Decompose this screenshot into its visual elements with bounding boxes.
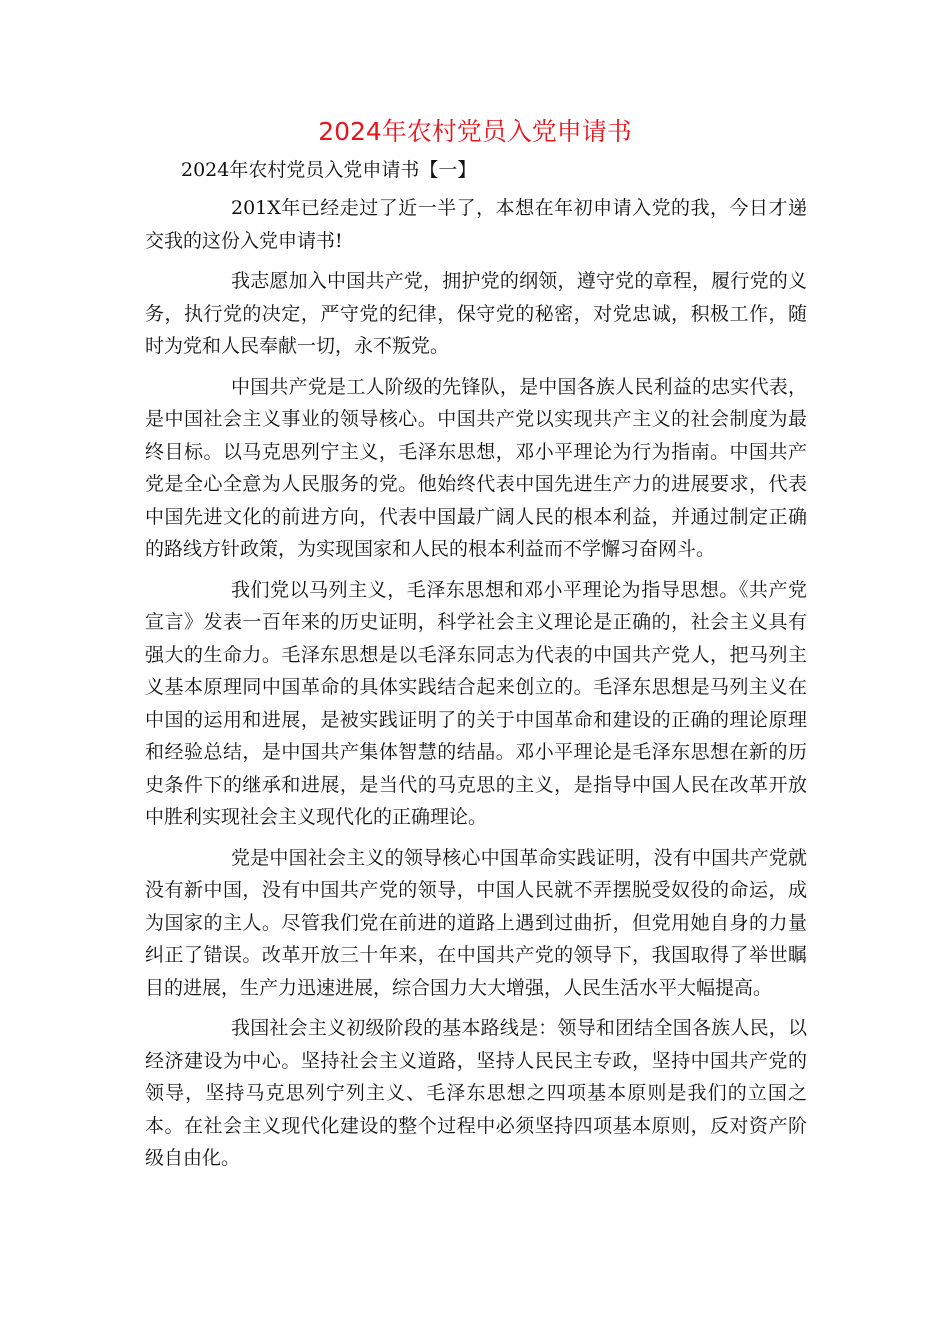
paragraph-5: 党是中国社会主义的领导核心中国革命实践证明，没有中国共产党就没有新中国，没有中国共产党的领导，中国人民就不弄摆脱受奴役的命运，成为国家的主人。尽管我们党在前进的道路上遇到过曲折，但党用她自身的力量纠正了错误。改革开放三十年来，在中国共产党的领导下，我国取得了举世瞩目的进展，生产力迅速进展，综合国力大大增强，人民生活水平大幅提高。 — [145, 846, 807, 999]
paragraph-3: 中国共产党是工人阶级的先锋队，是中国各族人民利益的忠实代表，是中国社会主义事业的领导核心。中国共产党以实现共产主义的社会制度为最终目标。以马克思列宁主义，毛泽东思想，邓小平理论为行为指南。中国共产党是全心全意为人民服务的党。他始终代表中国先进生产力的进展要求，代表中国先进文化的前进方向，代表中国最广阔人民的根本利益，并通过制定正确的路线方针政策，为实现国家和人民的根本利益而不学懈习奋网斗。 — [145, 375, 807, 560]
paragraph-2: 我志愿加入中国共产党，拥护党的纲领，遵守党的章程，履行党的义务，执行党的决定，严守党的纪律，保守党的秘密，对党忠诚，积极工作，随时为党和人民奉献一切，永不叛党。 — [145, 270, 807, 357]
paragraph-1: 201X年已经走过了近一半了，本想在年初申请入党的我，今日才递交我的这份入党申请书! — [145, 197, 807, 252]
document-subtitle: 2024年农村党员入党申请书【一】 — [181, 159, 477, 181]
paragraph-4: 我们党以马列主义，毛泽东思想和邓小平理论为指导思想。《共产党宣言》发表一百年来的历史证明，科学社会主义理论是正确的，社会主义具有强大的生命力。毛泽东思想是以毛泽东同志为代表的中国共产党人，把马列主义基本原理同中国革命的具体实践结合起来创立的。毛泽东思想是马列主义在中国的运用和进展，是被实践证明了的关于中国革命和建设的正确的理论原理和经验总结，是中国共产集体智慧的结晶。邓小平理论是毛泽东思想在新的历史条件下的继承和进展，是当代的马克思的主义，是指导中国人民在改革开放中胜利实现社会主义现代化的正确理论。 — [145, 578, 807, 828]
paragraph-6: 我国社会主义初级阶段的基本路线是：领导和团结全国各族人民，以经济建设为中心。坚持社会主义道路，坚持人民民主专政，坚持中国共产党的领导，坚持马克思列宁列主义、毛泽东思想之四项基本原则是我们的立国之本。在社会主义现代化建设的整个过程中必须坚持四项基本原则，反对资产阶级自由化。 — [145, 1017, 807, 1169]
document-title: 2024年农村党员入党申请书 — [318, 117, 632, 146]
document-body — [145, 192, 807, 1183]
